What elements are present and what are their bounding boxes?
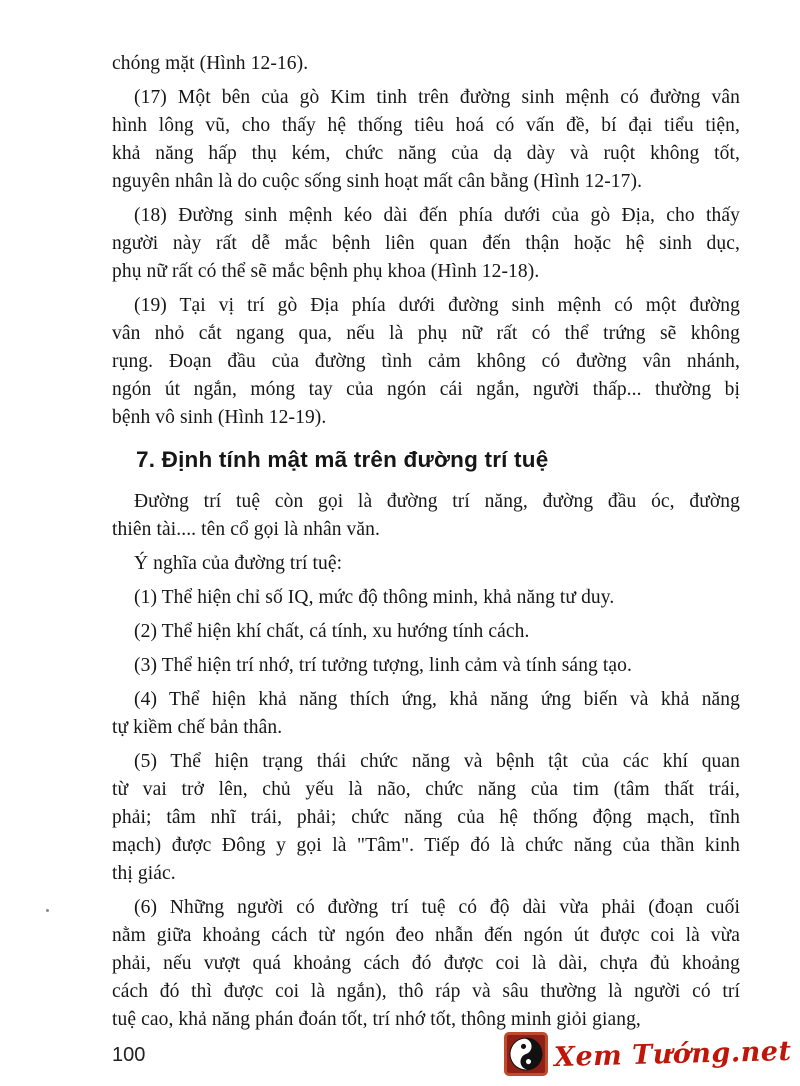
text-line: ngón út ngắn, móng tay của ngón cái ngắn, người thấp... thường bị (112, 379, 740, 400)
text-line: từ vai trở lên, chủ yếu là não, chức năng của tim (tâm thất trái, (112, 779, 740, 800)
text-line: (5) Thể hiện trạng thái chức năng và bệnh tật của các khí quan (134, 751, 740, 772)
text-line: cách đó thì được coi là ngắn), thô ráp và sâu thường là người có trí (112, 981, 740, 1002)
text-line: (3) Thể hiện trí nhớ, trí tưởng tượng, linh cảm và tính sáng tạo. (134, 655, 632, 676)
paragraph (112, 202, 740, 286)
text-block (112, 50, 740, 1034)
text-line: (19) Tại vị trí gò Địa phía dưới đường sinh mệnh có một đường (134, 295, 740, 316)
watermark (504, 1032, 792, 1076)
text-line: (17) Một bên của gò Kim tinh trên đường sinh mệnh có đường vân (134, 87, 740, 108)
text-line: phụ nữ rất có thể sẽ mắc bệnh phụ khoa (Hình 12-18). (112, 261, 540, 282)
paragraph (112, 488, 740, 544)
paragraph (112, 748, 740, 888)
text-line: (4) Thể hiện khả năng thích ứng, khả năng ứng biến và khả năng (134, 689, 740, 710)
text-line: (6) Những người có đường trí tuệ có độ dài vừa phải (đoạn cuối (134, 897, 740, 918)
text-line: người này rất dễ mắc bệnh liên quan đến thận hoặc hệ sinh dục, (112, 233, 740, 254)
text-line: nguyên nhân là do cuộc sống sinh hoạt mất cân bằng (Hình 12-17). (112, 171, 643, 192)
text-line: 7. Định tính mật mã trên đường trí tuệ (136, 447, 549, 472)
paragraph (112, 584, 740, 612)
text-line: khả năng hấp thụ kém, chức năng của dạ dày và ruột không tốt, (112, 143, 740, 164)
watermark-text: Xem Tướng.net (554, 1035, 793, 1073)
paragraph (112, 84, 740, 196)
text-line: vân nhỏ cắt ngang qua, nếu là phụ nữ rất có thể trứng sẽ không (112, 323, 740, 344)
paragraph (112, 652, 740, 680)
text-line: phải, nếu vượt quá khoảng cách đó được coi là dài, chựa đủ khoảng (112, 953, 740, 974)
scan-speck (46, 909, 49, 912)
yin-yang-icon (504, 1032, 548, 1076)
text-line: tuệ cao, khả năng phán đoán tốt, trí nhớ tốt, thông minh giỏi giang, (112, 1009, 641, 1030)
text-line: rụng. Đoạn đầu của đường tình cảm không có đường vân nhánh, (112, 351, 740, 372)
text-line: thiên tài.... tên cổ gọi là nhân văn. (112, 519, 380, 540)
text-line: thị giác. (112, 863, 176, 884)
text-line: phải; tâm nhĩ trái, phải; chức năng của hệ thống động mạch, tĩnh (112, 807, 740, 828)
page-number: 100 (112, 1044, 146, 1066)
text-line: (2) Thể hiện khí chất, cá tính, xu hướng tính cách. (134, 621, 530, 642)
paragraph (112, 894, 740, 1034)
paragraph (112, 292, 740, 432)
text-line: bệnh vô sinh (Hình 12-19). (112, 407, 327, 428)
section-heading (112, 445, 740, 475)
text-line: (18) Đường sinh mệnh kéo dài đến phía dưới của gò Địa, cho thấy (134, 205, 740, 226)
text-line: mạch) được Đông y gọi là "Tâm". Tiếp đó là chức năng của thần kinh (112, 835, 740, 856)
text-line: nằm giữa khoảng cách từ ngón đeo nhẫn đến ngón út được coi là vừa (112, 925, 740, 946)
paragraph (112, 550, 740, 578)
text-line: Đường trí tuệ còn gọi là đường trí năng, đường đầu óc, đường (134, 491, 740, 512)
text-line: (1) Thể hiện chỉ số IQ, mức độ thông minh, khả năng tư duy. (134, 587, 615, 608)
paragraph (112, 618, 740, 646)
text-line: tự kiềm chế bản thân. (112, 717, 283, 738)
paragraph (112, 50, 740, 78)
text-line: Ý nghĩa của đường trí tuệ: (134, 553, 343, 574)
text-line: chóng mặt (Hình 12-16). (112, 53, 309, 74)
text-line: hình lông vũ, cho thấy hệ thống tiêu hoá có vấn đề, bí đại tiểu tiện, (112, 115, 740, 136)
paragraph (112, 686, 740, 742)
